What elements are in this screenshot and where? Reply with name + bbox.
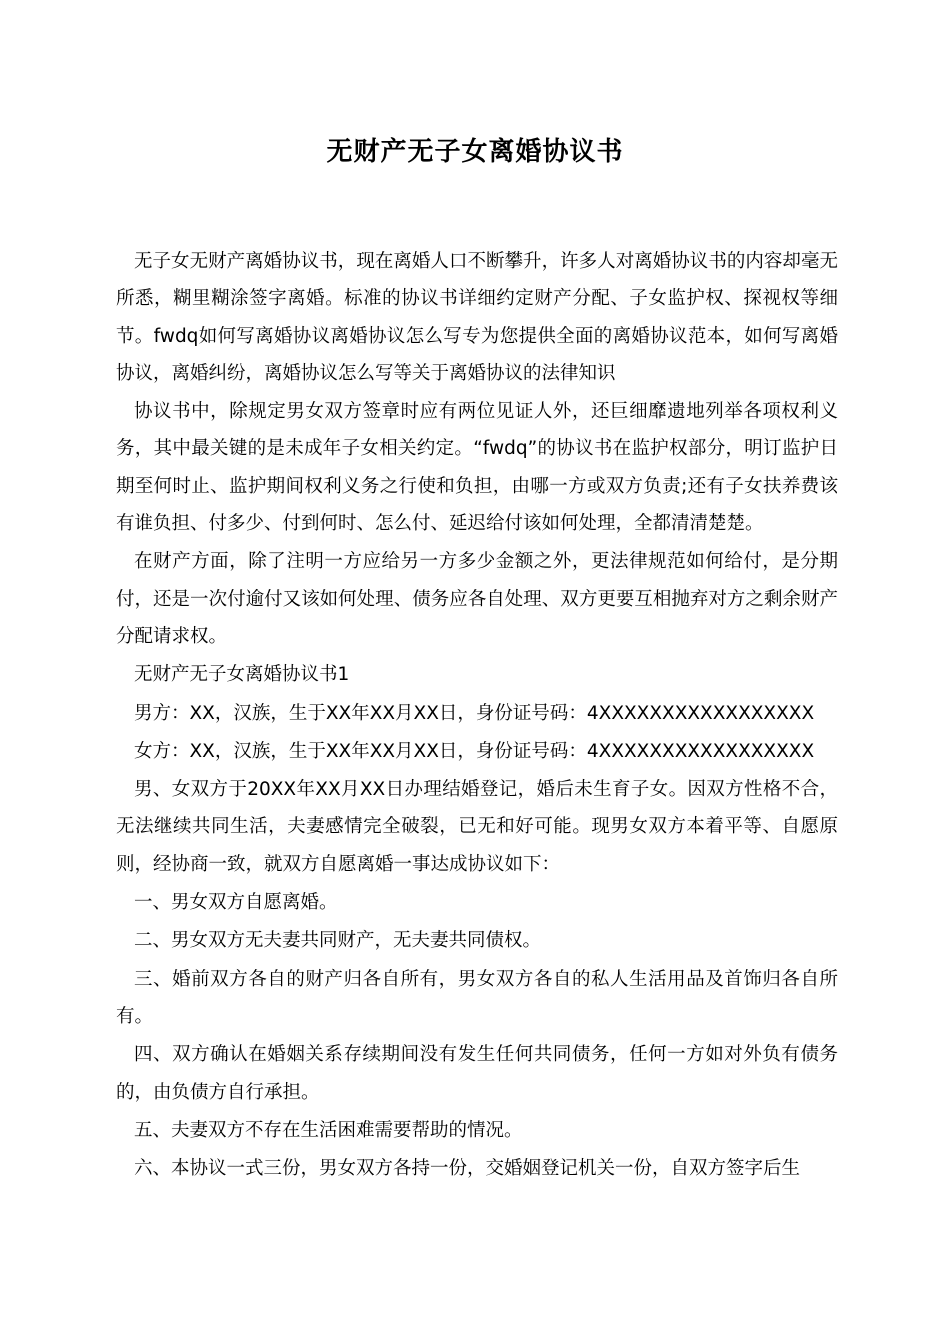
paragraph-clause-6: 六、本协议一式三份，男女双方各持一份，交婚姻登记机关一份，自双方签字后生 xyxy=(134,1158,801,1180)
paragraph-clause-4: 四、双方确认在婚姻关系存续期间没有发生任何共同债务，任何一方如对外负有债务的，由负债方自行承担。 xyxy=(116,1044,838,1103)
paragraph-husband-info: 男方：XX，汉族，生于XX年XX月XX日，身份证号码：4XXXXXXXXXXXXXXXXX xyxy=(134,702,815,724)
paragraph-marriage-background: 男、女双方于20XX年XX月XX日办理结婚登记，婚后未生育子女。因双方性格不合，无法继续共同生活，夫妻感情完全破裂，已无和好可能。现男女双方本着平等、自愿原则，经协商一致，就双方自愿离婚一事达成协议如下： xyxy=(116,779,838,875)
paragraph-wife-info: 女方：XX，汉族，生于XX年XX月XX日，身份证号码：4XXXXXXXXXXXXXXXXX xyxy=(134,740,815,762)
paragraph-intro: 无子女无财产离婚协议书，现在离婚人口不断攀升，许多人对离婚协议书的内容却毫无所悉，糊里糊涂签字离婚。标准的协议书详细约定财产分配、子女监护权、探视权等细节。fwdq如何写离婚协议离婚协议怎么写专为您提供全面的离婚协议范本，如何写离婚协议，离婚纠纷，离婚协议怎么写等关于离婚协议的法律知识 xyxy=(116,251,838,384)
paragraph-agreement-details: 协议书中，除规定男女双方签章时应有两位见证人外，还巨细靡遗地列举各项权利义务，其中最关键的是未成年子女相关约定。“fwdq”的协议书在监护权部分，明订监护日期至何时止、监护期间权利义务之行使和负担，由哪一方或双方负责;还有子女扶养费该有谁负担、付多少、付到何时、怎么付、延迟给付该如何处理，全都清清楚楚。 xyxy=(116,401,838,535)
paragraph-sample-title: 无财产无子女离婚协议书1 xyxy=(134,664,350,686)
paragraph-clause-5: 五、夫妻双方不存在生活困难需要帮助的情况。 xyxy=(134,1119,523,1141)
paragraph-clause-3: 三、婚前双方各自的财产归各自所有，男女双方各自的私人生活用品及首饰归各自所有。 xyxy=(116,968,838,1027)
document-title: 无财产无子女离婚协议书 xyxy=(326,137,624,167)
paragraph-property: 在财产方面，除了注明一方应给另一方多少金额之外，更法律规范如何给付，是分期付，还是一次付逾付又该如何处理、债务应各自处理、双方更要互相抛弃对方之剩余财产分配请求权。 xyxy=(116,551,838,647)
paragraph-clause-1: 一、男女双方自愿离婚。 xyxy=(134,892,338,914)
document-body xyxy=(116,243,838,1188)
paragraph-clause-2: 二、男女双方无夫妻共同财产，无夫妻共同债权。 xyxy=(134,930,542,952)
